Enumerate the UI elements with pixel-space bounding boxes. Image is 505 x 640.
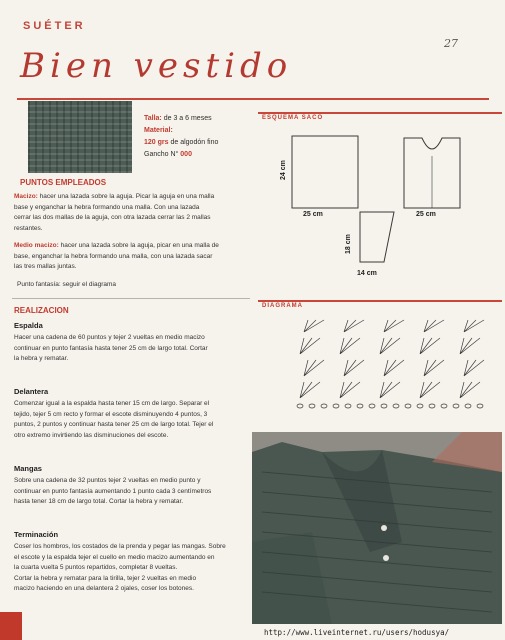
macizo-line: restantes. <box>14 224 43 232</box>
fantasia-note: Punto fantasía: seguir el diagrama <box>17 281 117 288</box>
macizo-line: base y enganchar la hebra formando una malla. Con una lazada <box>14 203 200 211</box>
terminacion-line: la cuarta vuelta 5 puntos repartidos, completar 8 vueltas. <box>14 564 178 571</box>
spec-gancho <box>144 150 192 160</box>
macizo-line: hacer una lazada sobre la aguja. Picar la aguja en una malla <box>39 193 215 200</box>
stitch-diagram <box>290 318 502 414</box>
sweater-photo <box>252 432 502 624</box>
back-piece-outline <box>292 136 358 208</box>
garment-schematic <box>256 124 504 292</box>
material-desc: de algodón fino <box>170 139 219 146</box>
diagram-bar <box>258 300 502 302</box>
espalda-line: continuar en punto fantasía hasta tener 25 cm de largo total. Cortar <box>14 344 208 352</box>
delantera-line: Comenzar igual a la espalda hasta tener 15 cm de largo. Separar el <box>14 400 210 407</box>
mangas-line: continuar en punto fantasía aumentando 1 punto cada 3 centímetros <box>14 487 212 495</box>
sweater-illustration <box>252 432 502 624</box>
terminacion-line: el escote y la espalda tejer el cuello en medio macizo aumentando en <box>14 553 215 561</box>
talla-value: de 3 a 6 meses <box>163 115 212 122</box>
dim-sleeve-width: 14 cm <box>357 270 377 277</box>
material-label: Material: <box>144 127 173 134</box>
page-number: 27 <box>444 37 458 50</box>
sleeve-outline <box>360 212 394 262</box>
stitch-swatch-image <box>28 101 132 173</box>
terminacion-line: macizo haciendo en una delantera 2 ojales, coser los botones. <box>14 585 194 592</box>
spec-talla <box>144 114 212 124</box>
medio-line: base, enganchar la hebra formando una malla, con una lazada sacar <box>14 252 213 260</box>
section-divider <box>12 298 250 299</box>
dim-back-height: 24 cm <box>280 160 287 180</box>
stitch-row <box>300 382 480 398</box>
schema-bar <box>258 112 502 114</box>
page-title: Bien vestido <box>20 46 293 86</box>
page-corner-accent <box>0 612 22 640</box>
mangas-title: Mangas <box>14 464 42 473</box>
delantera-line: tejido, tejer 5 cm recto y formar el escote disminuyendo 4 puntos, 3 <box>14 410 208 418</box>
mangas-text <box>14 476 252 508</box>
terminacion-line: Coser los hombros, los costados de la prenda y pegar las mangas. Sobre <box>14 543 226 550</box>
medio-label: Medio macizo: <box>14 242 59 249</box>
espalda-line: la hebra y rematar. <box>14 355 69 362</box>
macizo-block <box>14 192 250 234</box>
espalda-line: Hacer una cadena de 60 puntos y tejer 2 vueltas en medio macizo <box>14 334 205 341</box>
diagram-label: DIAGRAMA <box>262 303 303 309</box>
delantera-title: Delantera <box>14 387 49 396</box>
delantera-line: puntos, 2 puntos y continuar hasta tener 25 cm de largo total. Tejer el <box>14 421 214 428</box>
chain-row <box>297 404 483 408</box>
realizacion-title: REALIZACION <box>14 306 69 315</box>
talla-label: Talla: <box>144 115 162 122</box>
source-url-link[interactable]: http://www.liveinternet.ru/users/hodusya/ <box>264 628 450 637</box>
spec-material <box>144 126 173 136</box>
dim-front-width: 25 cm <box>416 211 436 218</box>
dim-sleeve-height: 18 cm <box>345 234 352 254</box>
dim-back-width: 25 cm <box>303 211 323 218</box>
terminacion-line: Cortar la hebra y rematar para la tirilla, tejer 2 vueltas en medio <box>14 574 197 582</box>
material-amount: 120 grs <box>144 139 169 146</box>
gancho-label: Gancho N° <box>144 151 179 158</box>
espalda-text <box>14 333 252 365</box>
medio-line: hacer una lazada sobre la aguja, picar en una malla de <box>60 242 219 249</box>
terminacion-title: Terminación <box>14 530 59 539</box>
medio-block <box>14 241 250 273</box>
delantera-line: otro extremo invirtiendo las disminuciones del escote. <box>14 431 169 439</box>
macizo-line: cerrar las dos mallas de la aguja, con otra lazada cerrar las 2 mallas <box>14 214 211 221</box>
mangas-line: Sobre una cadena de 32 puntos tejer 2 vueltas en medio punto y <box>14 477 201 484</box>
puntos-title: PUNTOS EMPLEADOS <box>20 178 107 187</box>
spec-material-value <box>144 138 218 148</box>
gancho-value: 000 <box>180 151 192 158</box>
terminacion-text <box>14 542 252 595</box>
espalda-title: Espalda <box>14 321 43 330</box>
mangas-line: hasta tener 18 cm de largo total. Cortar la hebra y rematar. <box>14 498 184 505</box>
medio-line: las tres mallas juntas. <box>14 263 77 270</box>
title-rule <box>17 98 489 100</box>
macizo-label: Macizo: <box>14 193 38 200</box>
delantera-text <box>14 399 252 441</box>
stitch-row <box>300 338 480 354</box>
schema-label: ESQUEMA SACO <box>262 115 324 121</box>
section-label: SUÉTER <box>23 20 86 32</box>
stitch-row <box>304 320 484 332</box>
stitch-row <box>304 360 484 376</box>
